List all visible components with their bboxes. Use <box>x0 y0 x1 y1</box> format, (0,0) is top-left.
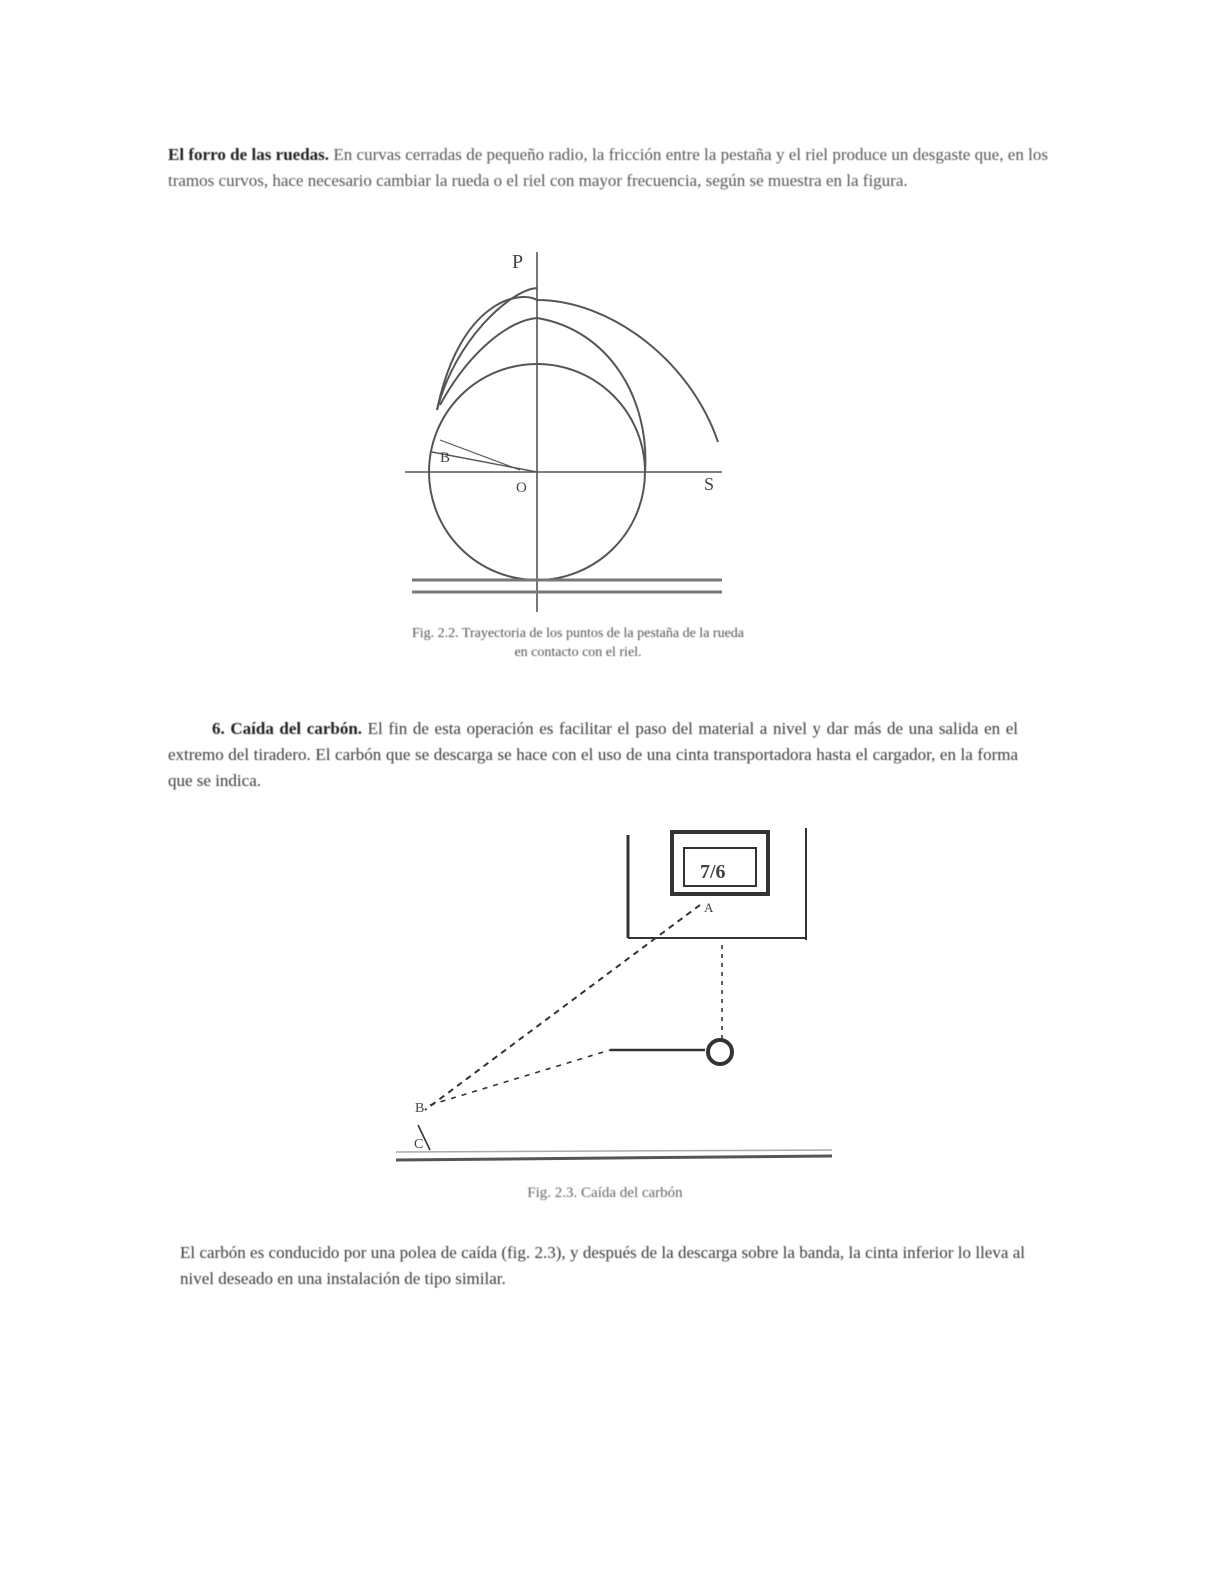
radius-line-2 <box>440 440 520 470</box>
figure1-caption: Fig. 2.2. Trayectoria de los puntos de la pestaña de la rueda en contacto con el riel. <box>411 626 745 660</box>
belt-line-dashed <box>430 1050 610 1105</box>
paragraph-coal-fall <box>168 716 1018 794</box>
paragraph-body: En curvas cerradas de pequeño radio, la fricción entre la pestaña y el riel produce un desgaste que, en los tramos curvos, hace necesario cambiar la rueda o el riel con mayor frecuencia, según se muestra en la figura. <box>168 145 1048 190</box>
paragraph-conveyor <box>180 1240 1025 1292</box>
paragraph-lead: 6. Caída del carbón. <box>212 719 363 738</box>
chute-line <box>425 905 700 1110</box>
label-b: B <box>415 1101 425 1116</box>
label-center: O <box>516 480 527 496</box>
flange-arc <box>437 288 537 410</box>
label-right: S <box>704 474 715 494</box>
pulley <box>708 1040 732 1064</box>
box-label: 7/6 <box>700 861 726 883</box>
figure2-caption: Fig. 2.3. Caída del carbón <box>527 1185 683 1201</box>
inner-trajectory-curve <box>440 318 645 472</box>
figure-wheel-trajectory <box>405 252 722 612</box>
label-c: C <box>414 1137 424 1152</box>
paragraph-body: El fin de esta operación es facilitar el paso del material a nivel y dar más de una salida en el extremo del tiradero. El carbón que se descarga se hace con el uso de una cinta transportadora hasta el cargador, en la forma que se indica. <box>168 719 1019 790</box>
label-top: P <box>512 251 524 273</box>
ground-line <box>396 1156 832 1160</box>
paragraph-lead: El forro de las ruedas. <box>168 145 330 164</box>
figure-coal-chute <box>396 828 832 1160</box>
label-a: A <box>704 900 714 915</box>
label-left: B <box>440 450 451 466</box>
outer-trajectory-curve <box>437 297 718 442</box>
ground-base <box>396 1150 832 1152</box>
paragraph-body: El carbón es conducido por una polea de caída (fig. 2.3), y después de la descarga sobre la banda, la cinta inferior lo lleva al nivel deseado en una instalación de tipo similar. <box>180 1243 1025 1288</box>
